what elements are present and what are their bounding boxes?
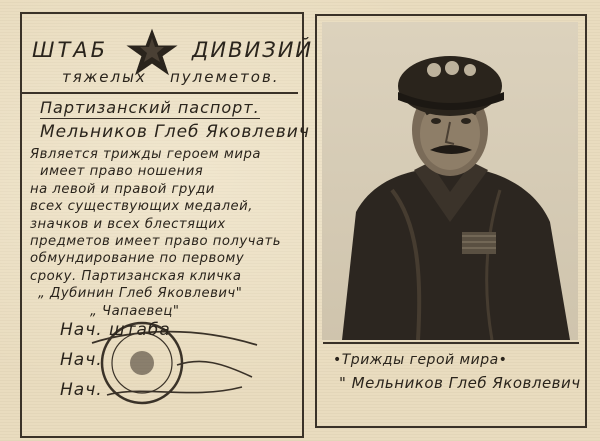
signature-line: Нач. штаба (60, 320, 171, 340)
header (22, 14, 314, 94)
header-line2-right: пулеметов. (170, 68, 280, 86)
caption-line-1: •Трижды герой мира• (333, 352, 508, 368)
header-word-left: ШТАБ (32, 38, 109, 62)
body-line: „ Чапаевец" (90, 303, 180, 319)
header-line2-left: тяжелых (62, 68, 147, 86)
passport-body (30, 146, 295, 320)
portrait-photo (322, 22, 578, 340)
signature-line: Нач. (60, 350, 103, 370)
body-line: имеет право ношения (40, 164, 204, 180)
header-rule (22, 92, 298, 94)
body-line: сроку. Партизанская кличка (30, 268, 242, 284)
body-line: обмундирование по первому (30, 251, 245, 267)
caption-line-2: " Мельников Глеб Яковлевич (339, 374, 581, 392)
photo-caption (323, 342, 579, 414)
body-line: Является трижды героем мира (30, 147, 261, 162)
body-line: значков и всех блестящих (30, 216, 226, 232)
holder-name: Мельников Глеб Яковлевич (40, 122, 310, 142)
portrait-illustration (322, 22, 578, 340)
body-line: „ Дубинин Глеб Яковлевич" (38, 286, 243, 302)
signature-line: Нач. (60, 380, 103, 400)
body-line: на левой и правой груди (30, 181, 215, 197)
body-line: всех существующих медалей, (30, 199, 253, 215)
header-word-right: ДИВИЗИЙ (192, 38, 314, 62)
passport-title: Партизанский паспорт. (40, 98, 260, 117)
body-line: предметов имеет право получать (30, 234, 281, 250)
